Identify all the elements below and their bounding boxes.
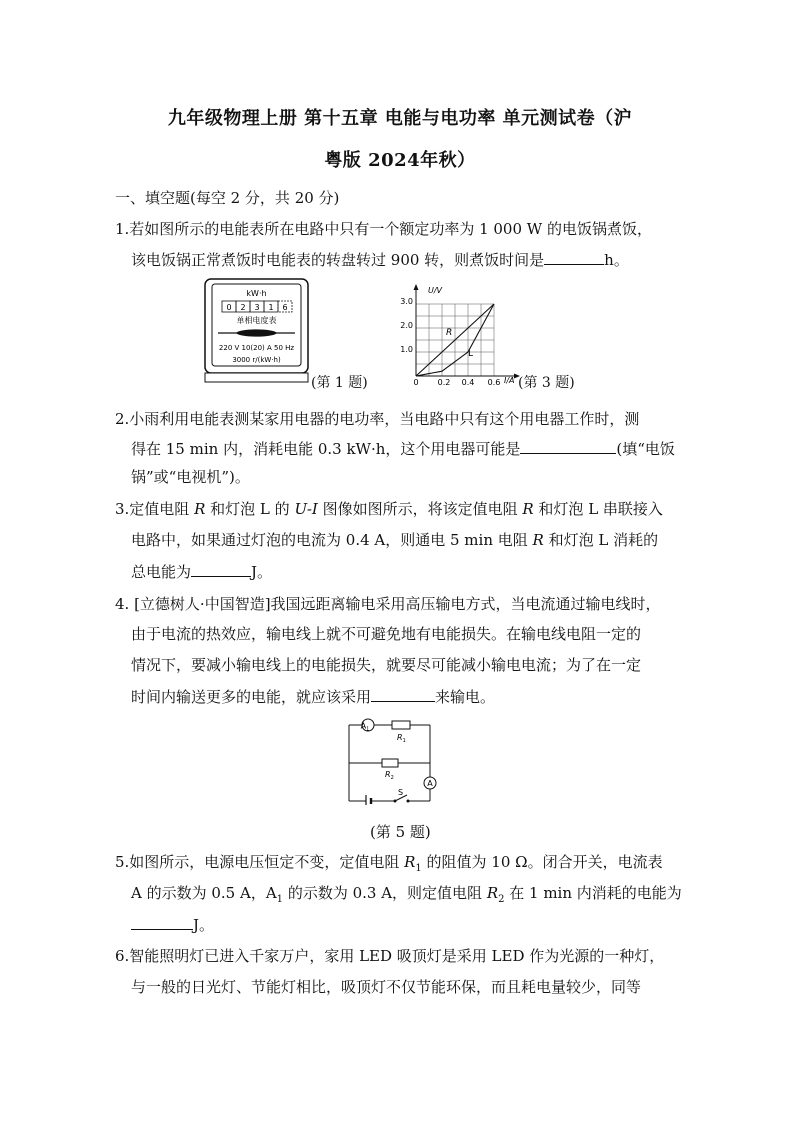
x-tick-0: 0	[413, 378, 419, 386]
meter-unit: kW·h	[246, 289, 267, 298]
q2-line3: 锅”或“电视机”)。	[131, 468, 250, 486]
meter-disk-icon	[237, 329, 277, 336]
q5-line2	[131, 882, 682, 905]
q4-line2: 由于电流的热效应，输电线上就不可避免地有电能损失。在输电线电阻一定的	[131, 625, 642, 643]
x-tick-2: 0.4	[461, 378, 475, 386]
meter-digit-3: 3	[254, 303, 260, 312]
q3-line2-text-b: 和灯泡 L 消耗的	[543, 531, 659, 549]
q6-line2: 与一般的日光灯、节能灯相比，吸顶灯不仅节能环保，而且耗电量较少，同等	[131, 978, 642, 996]
q6-line1: 6.智能照明灯已进入千家万户，家用 LED 吸顶灯是采用 LED 作为光源的一种灯，	[115, 947, 665, 965]
q5-line2-sub-r2: 2	[498, 894, 505, 905]
figure3-caption: (第 3 题)	[518, 375, 575, 391]
q3-line2-text-a: 电路中，如果通过灯泡的电流为 0.4 A，则通电 5 min 电阻	[131, 531, 533, 549]
electric-meter-figure	[204, 278, 310, 384]
q5-line1	[115, 851, 663, 874]
ammeter-a1-label: $A_1$	[360, 721, 370, 733]
q5-text-a: 5.如图所示，电源电压恒定不变，定值电阻	[115, 853, 405, 871]
q1-line2-text: 该电饭锅正常煮饭时电能表的转盘转过 900 转，则煮饭时间是	[131, 251, 545, 269]
ammeter-a-label: A	[427, 779, 433, 788]
figure5-caption: (第 5 题)	[370, 823, 431, 841]
meter-name: 单相电度表	[236, 316, 277, 325]
q4-answer-blank[interactable]	[371, 687, 435, 702]
q1-answer-blank[interactable]	[544, 250, 604, 265]
q3-text-d: 和灯泡 L 串联接入	[533, 500, 663, 518]
q5-line2-text-c: 在 1 min 内消耗的电能为	[504, 884, 682, 902]
q3-line3	[131, 561, 272, 582]
q5-line2-text-b: 的示数为 0.3 A，则定值电阻	[283, 884, 487, 902]
resistor-r1-label: $R_1$	[397, 733, 406, 744]
figure1-caption: (第 1 题)	[311, 375, 368, 391]
x-tick-3: 0.6	[487, 378, 501, 386]
q5-line2-var-r2: R	[486, 884, 499, 902]
q3-text-b: 和灯泡 L 的	[205, 500, 295, 518]
meter-digit-2: 2	[240, 303, 246, 312]
x-tick-1: 0.2	[437, 378, 451, 386]
switch-pivot	[394, 800, 397, 803]
q3-line2-var-r: R	[532, 531, 544, 549]
series-l-label: L	[468, 349, 474, 359]
q2-line2	[131, 438, 675, 459]
x-axis-label: I/A	[504, 376, 515, 385]
q3-line3-unit: J。	[251, 563, 273, 581]
q3-var-ui: U-I	[294, 500, 318, 518]
q4-line4-end: 来输电。	[435, 688, 496, 706]
q1-line2-unit: h。	[604, 251, 629, 269]
circuit-figure	[340, 713, 448, 805]
q3-text-c: 图像如图所示，将该定值电阻	[317, 500, 523, 518]
q3-text-a: 3.定值电阻	[115, 500, 195, 518]
y-axis-arrow-icon	[414, 284, 419, 290]
q1-line2	[131, 249, 629, 270]
q3-line1	[115, 498, 663, 519]
q2-line2-text: 得在 15 min 内，消耗电能 0.3 kW·h，这个用电器可能是	[131, 440, 521, 458]
y-tick-2: 2.0	[400, 321, 413, 330]
meter-spec: 220 V 10(20) A 50 Hz	[218, 344, 295, 352]
y-tick-3: 3.0	[400, 297, 413, 306]
q3-answer-blank[interactable]	[191, 562, 251, 577]
q5-line2-sub-a1: 1	[276, 894, 284, 905]
page-title-line1: 九年级物理上册 第十五章 电能与电功率 单元测试卷（沪	[167, 108, 633, 129]
q5-text-b: 的阻值为 10 Ω。闭合开关，电流表	[421, 853, 663, 871]
q3-line2	[131, 529, 658, 550]
switch-contact	[407, 800, 410, 803]
q5-line3-unit: J。	[193, 916, 215, 934]
q4-line4-text: 时间内输送更多的电能，就应该采用	[131, 688, 372, 706]
q4-line3: 情况下，要减小输电线上的电能损失，就要尽可能减小输电电流；为了在一定	[131, 656, 642, 674]
meter-rev-rating: 3000 r/(kW·h)	[232, 356, 281, 364]
q5-answer-blank[interactable]	[131, 915, 193, 930]
q5-line2-text-a: A 的示数为 0.5 A，A	[131, 884, 277, 902]
meter-digit-1: 0	[226, 303, 232, 312]
q3-line3-text: 总电能为	[131, 563, 192, 581]
y-axis-label: U/V	[428, 286, 443, 295]
q2-answer-blank[interactable]	[520, 439, 616, 454]
section-heading: 一、填空题(每空 2 分，共 20 分)	[115, 189, 340, 207]
q5-sub-1: 1	[415, 863, 422, 874]
q3-var-r2: R	[522, 500, 534, 518]
q2-line2-hint: (填“电饭	[616, 440, 675, 458]
resistor-r1	[392, 721, 410, 729]
meter-digit-5: 6	[282, 303, 288, 312]
q3-var-r: R	[194, 500, 206, 518]
resistor-r2-label: $R_2$	[385, 770, 394, 781]
resistor-r2	[382, 759, 398, 767]
page-title-line2: 粤版 2024年秋）	[324, 150, 476, 171]
q4-line4	[131, 686, 495, 707]
y-tick-1: 1.0	[400, 345, 413, 354]
series-r-label: R	[446, 328, 453, 338]
q4-line1: 4. [立德树人·中国智造]我国远距离输电采用高压输电方式，当电流通过输电线时，	[115, 595, 661, 613]
ui-graph-figure	[394, 282, 526, 386]
q5-var-r1: R	[404, 853, 416, 871]
meter-base	[205, 373, 308, 382]
switch-label: S	[398, 788, 404, 797]
q5-line3	[131, 914, 214, 935]
q2-line1: 2.小雨利用电能表测某家用电器的电功率，当电路中只有这个用电器工作时，测	[115, 410, 640, 428]
meter-digit-4: 1	[268, 303, 274, 312]
q1-line1: 1.若如图所示的电能表所在电路中只有一个额定功率为 1 000 W 的电饭锅煮饭，	[115, 220, 652, 238]
